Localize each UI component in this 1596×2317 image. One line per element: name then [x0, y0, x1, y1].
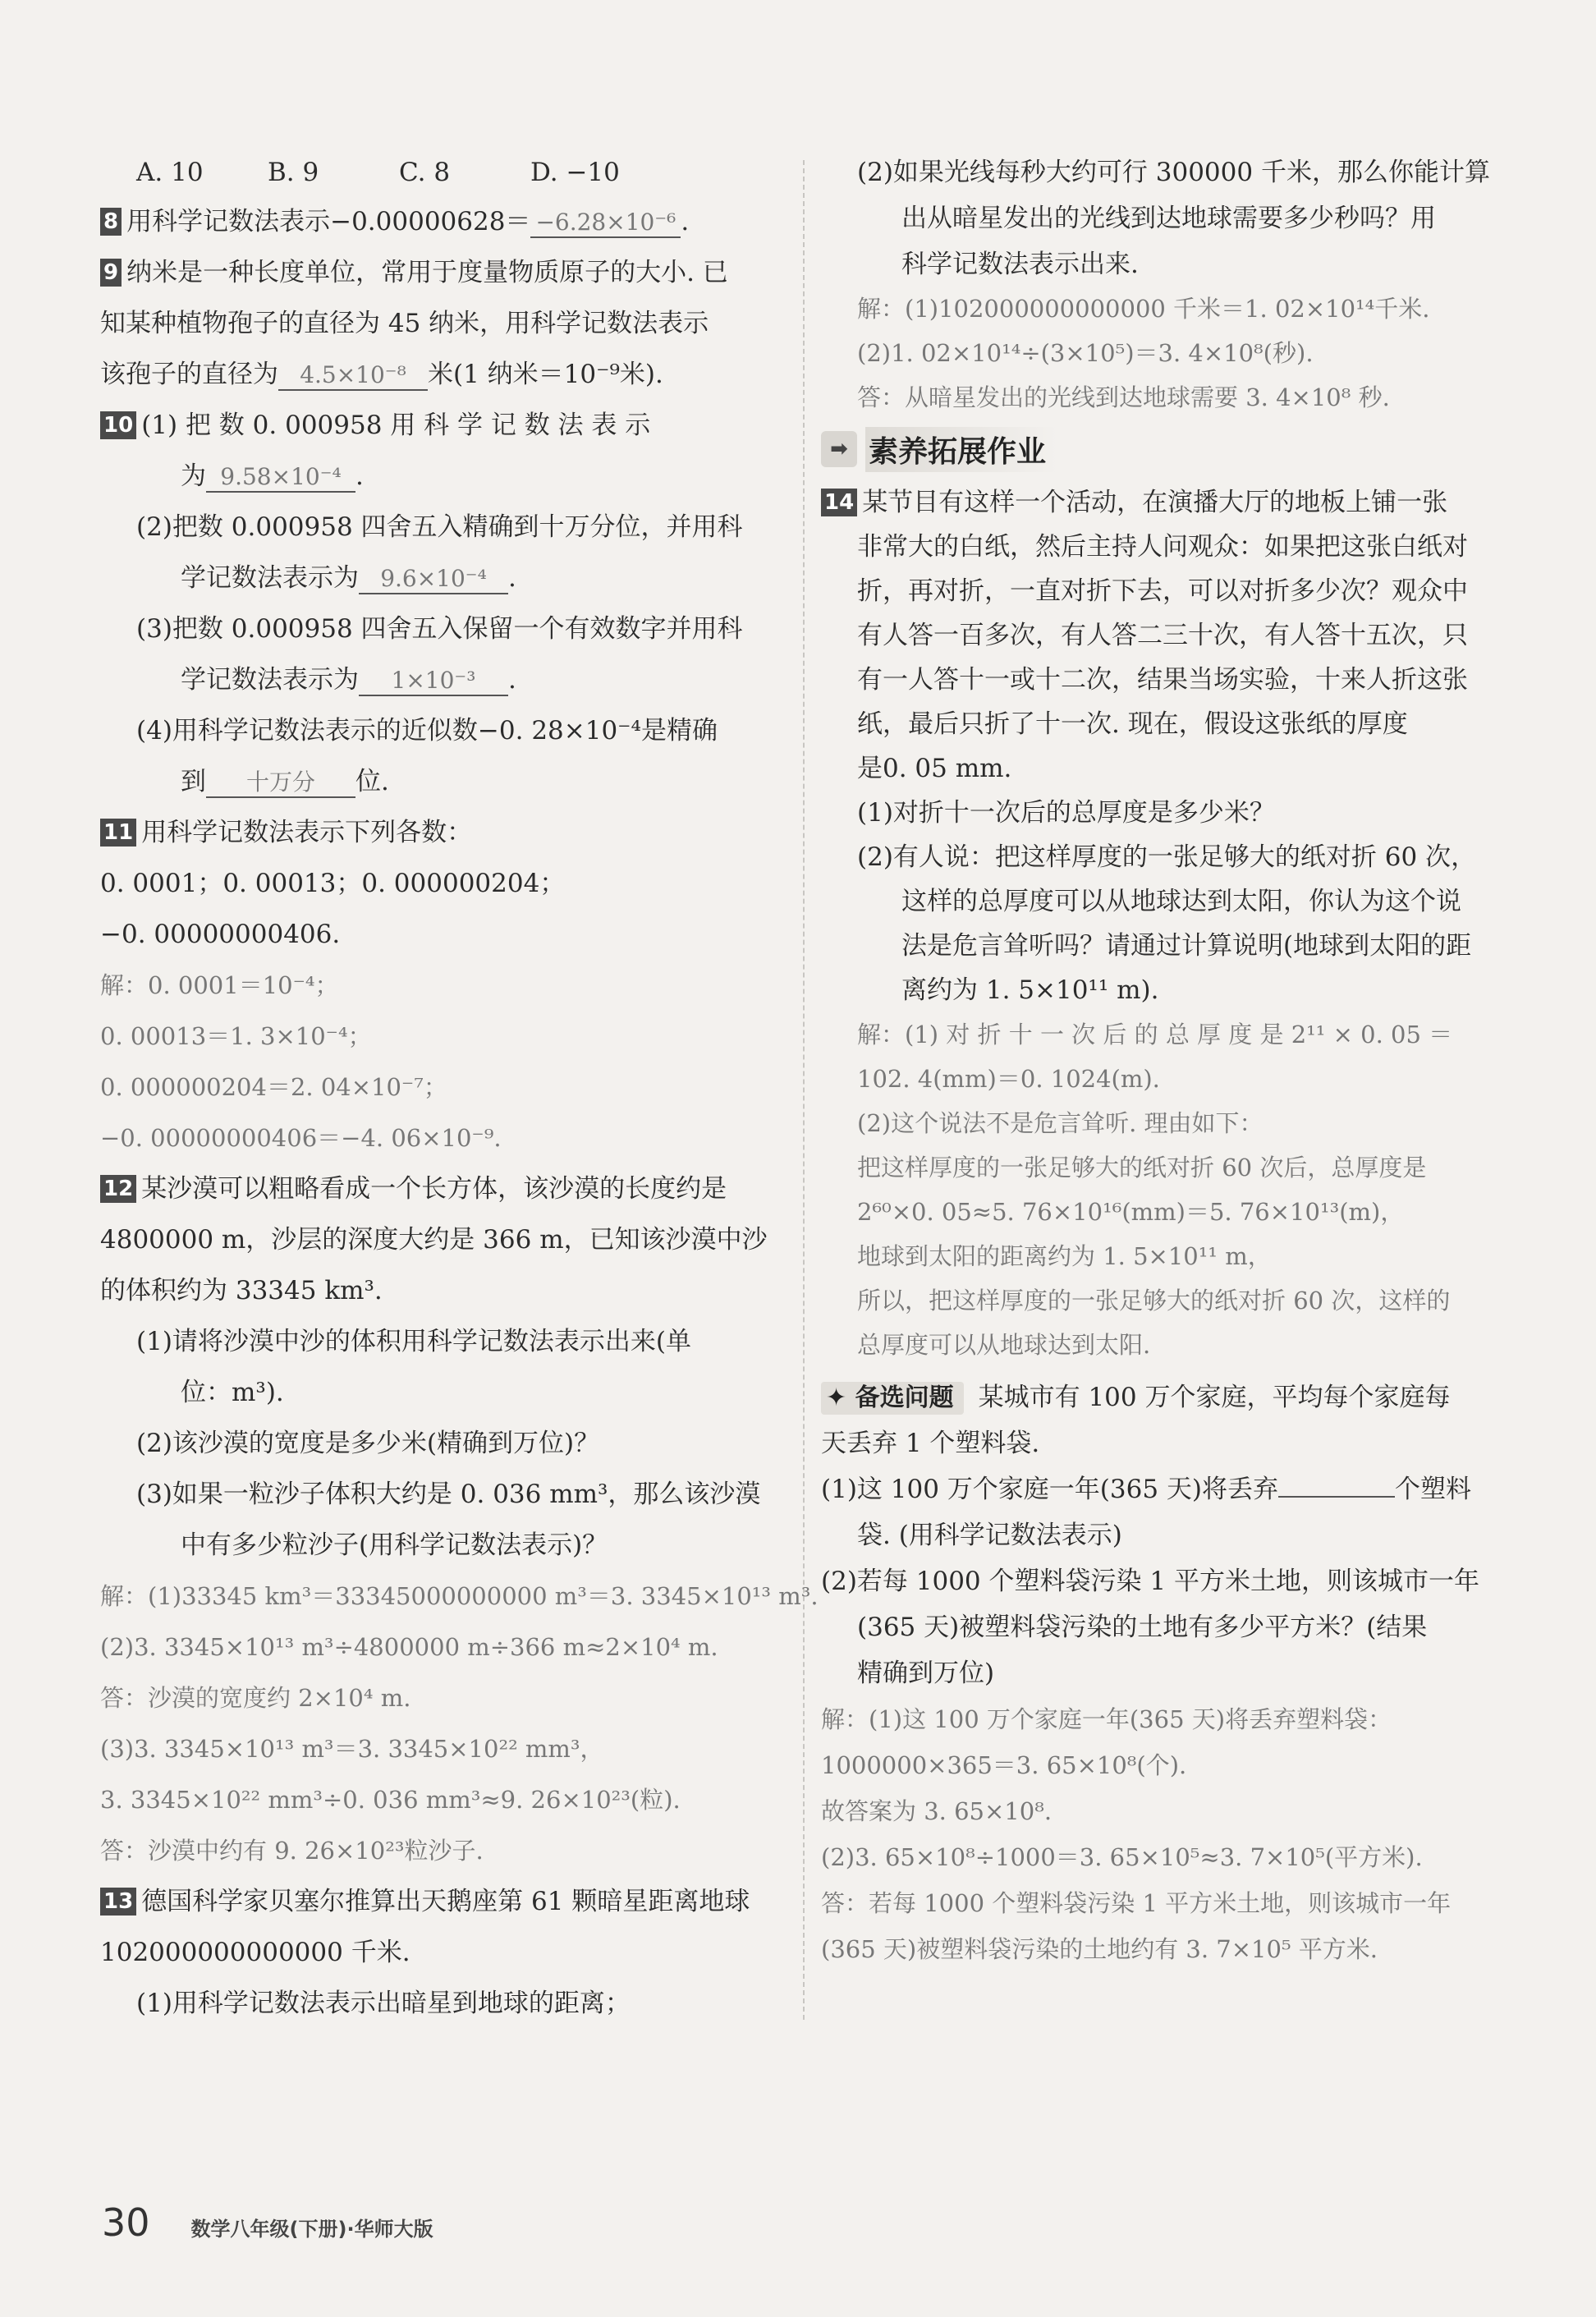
- question-13: [100, 1885, 790, 1918]
- solution-line: 答：沙漠的宽度约 2×10⁴ m.: [100, 1684, 411, 1712]
- question-13-line: (2)如果光线每秒大约可行 300000 千米，那么你能计算: [857, 158, 1490, 187]
- question-text: 学记数法表示为: [181, 665, 359, 695]
- question-number: 10: [100, 411, 136, 439]
- solution-line: 地球到太阳的距离约为 1. 5×10¹¹ m，: [857, 1242, 1272, 1270]
- question-12-line: (1)请将沙漠中沙的体积用科学记数法表示出来(单: [136, 1327, 692, 1356]
- question-12: [100, 1172, 790, 1205]
- question-13-line: 科学记数法表示出来.: [901, 250, 1139, 279]
- backup-tag-label: 备选问题: [855, 1383, 954, 1412]
- book-title: 数学八年级(下册)·华师大版: [190, 2218, 433, 2241]
- question-14-line: 这样的总厚度可以从地球达到太阳，你认为这个说: [901, 887, 1461, 916]
- question-number: 9: [100, 259, 122, 287]
- question-number: 8: [100, 208, 122, 236]
- question-14: [821, 486, 1511, 519]
- question-14-line: 有一人答十一或十二次，结果当场实验，十来人折这张: [857, 665, 1468, 695]
- question-text: 米(1 纳米＝10⁻⁹米).: [428, 360, 663, 389]
- question-14-line: 离约为 1. 5×10¹¹ m).: [901, 975, 1159, 1005]
- solution-line: 把这样厚度的一张足够大的纸对折 60 次后，总厚度是: [857, 1154, 1427, 1181]
- solution-line: 总厚度可以从地球达到太阳.: [857, 1331, 1151, 1359]
- solution-line: 解：(1)102000000000000 千米＝1. 02×10¹⁴千米.: [857, 295, 1430, 323]
- question-9: [100, 256, 790, 289]
- choice-d: D. −10: [530, 158, 620, 187]
- question-number: 11: [100, 819, 136, 847]
- question-10-line: (3)把数 0.000958 四舍五入保留一个有效数字并用科: [136, 614, 743, 644]
- question-text: .: [355, 461, 364, 491]
- choice-b: B. 9: [268, 158, 319, 187]
- question-14-line: 有人答一百多次，有人答二三十次，有人答十五次，只: [857, 621, 1468, 650]
- question-text: 用科学记数法表示下列各数：: [141, 818, 473, 847]
- question-text: 位.: [355, 767, 389, 796]
- question-11: [100, 816, 790, 849]
- question-14-line: (1)对折十一次后的总厚度是多少米？: [857, 798, 1275, 828]
- question-13-line: 102000000000000 千米.: [100, 1938, 410, 1967]
- question-10: [100, 409, 790, 442]
- question-text: 个塑料: [1395, 1475, 1471, 1504]
- backup-question-line: (2)若每 1000 个塑料袋污染 1 平方米土地，则该城市一年: [821, 1567, 1479, 1596]
- solution-line: 0. 000000204＝2. 04×10⁻⁷；: [100, 1073, 447, 1101]
- question-10-line: (2)把数 0.000958 四舍五入精确到十万分位，并用科: [136, 512, 743, 542]
- backup-question-line: 精确到万位): [857, 1659, 995, 1688]
- solution-line: 解：0. 0001＝10⁻⁴；: [100, 971, 339, 999]
- question-12-line: 中有多少粒沙子(用科学记数法表示)？: [181, 1530, 608, 1560]
- solution-line: 答：沙漠中约有 9. 26×10²³粒沙子.: [100, 1837, 484, 1865]
- solution-line: 解：(1)这 100 万个家庭一年(365 天)将丢弃塑料袋：: [821, 1705, 1392, 1733]
- question-number: 13: [100, 1888, 136, 1916]
- question-10-line: [181, 765, 790, 798]
- question-text: 德国科学家贝塞尔推算出天鹅座第 61 颗暗星距离地球: [141, 1887, 750, 1916]
- question-11-line: −0. 00000000406.: [100, 920, 341, 949]
- question-10-line: [181, 562, 790, 594]
- choice-c: C. 8: [399, 158, 451, 187]
- solution-line: 0. 00013＝1. 3×10⁻⁴；: [100, 1022, 372, 1050]
- question-text: 该孢子的直径为: [100, 360, 278, 389]
- backup-question-line: (365 天)被塑料袋污染的土地有多少平方米？(结果: [857, 1613, 1428, 1642]
- question-number: 12: [100, 1175, 136, 1203]
- question-text: 学记数法表示为: [181, 563, 359, 593]
- page-footer: [102, 2200, 433, 2245]
- question-10-line: (4)用科学记数法表示的近似数−0. 28×10⁻⁴是精确: [136, 716, 718, 746]
- section-title: 素养拓展作业: [865, 427, 1057, 472]
- question-14-line: 非常大的白纸，然后主持人问观众：如果把这张白纸对: [857, 532, 1468, 562]
- answer-blank: 1×10⁻³: [359, 667, 508, 696]
- question-text: 用科学记数法表示−0.00000628＝: [126, 207, 531, 236]
- solution-line: (2)3. 65×10⁸÷1000＝3. 65×10⁵≈3. 7×10⁵(平方米).: [821, 1843, 1423, 1871]
- answer-blank: 十万分: [206, 769, 355, 798]
- solution-line: 1000000×365＝3. 65×10⁸(个).: [821, 1751, 1187, 1779]
- backup-question-line: 袋. (用科学记数法表示): [857, 1521, 1122, 1550]
- question-13-line: (1)用科学记数法表示出暗星到地球的距离；: [136, 1989, 631, 2018]
- solution-line: 答：从暗星发出的光线到达地球需要 3. 4×10⁸ 秒.: [857, 383, 1390, 411]
- solution-line: 答：若每 1000 个塑料袋污染 1 平方米土地，则该城市一年: [821, 1889, 1452, 1917]
- answer-blank: 4.5×10⁻⁸: [278, 361, 428, 391]
- answer-blank: 9.58×10⁻⁴: [206, 463, 355, 493]
- choice-a: A. 10: [136, 158, 204, 187]
- backup-question-line: [821, 1473, 1511, 1506]
- solution-line: 所以，把这样厚度的一张足够大的纸对折 60 次，这样的: [857, 1287, 1451, 1314]
- solution-line: 102. 4(mm)＝0. 1024(m).: [857, 1065, 1160, 1093]
- backup-question-line: 天丢弃 1 个塑料袋.: [821, 1429, 1040, 1458]
- backup-question: [821, 1381, 1511, 1415]
- question-text: .: [508, 665, 516, 695]
- question-text: .: [681, 207, 690, 236]
- backup-tag: [821, 1382, 964, 1415]
- arrow-icon: ➡: [821, 431, 857, 467]
- question-text: 某节目有这样一个活动，在演播大厅的地板上铺一张: [862, 488, 1448, 517]
- question-text: 纳米是一种长度单位，常用于度量物质原子的大小. 已: [126, 258, 728, 287]
- question-14-line: 折，再对折，一直对折下去，可以对折多少次？观众中: [857, 576, 1468, 606]
- question-12-line: (2)该沙漠的宽度是多少米(精确到万位)？: [136, 1429, 600, 1458]
- solution-line: (2)这个说法不是危言耸听. 理由如下：: [857, 1109, 1264, 1137]
- q7-choices: [136, 156, 790, 189]
- question-12-line: (3)如果一粒沙子体积大约是 0. 036 mm³，那么该沙漠: [136, 1480, 761, 1509]
- question-14-line: (2)有人说：把这样厚度的一张足够大的纸对折 60 次，: [857, 842, 1477, 872]
- question-12-line: 4800000 m，沙层的深度大约是 366 m，已知该沙漠中沙: [100, 1225, 768, 1255]
- question-text: 某城市有 100 万个家庭，平均每个家庭每: [978, 1383, 1451, 1412]
- solution-line: (2)1. 02×10¹⁴÷(3×10⁵)＝3. 4×10⁸(秒).: [857, 339, 1314, 367]
- answer-blank: −6.28×10⁻⁶: [530, 209, 681, 238]
- solution-line: 2⁶⁰×0. 05≈5. 76×10¹⁶(mm)＝5. 76×10¹³(m)，: [857, 1198, 1405, 1226]
- question-text: .: [508, 563, 516, 593]
- solution-line: (2)3. 3345×10¹³ m³÷4800000 m÷366 m≈2×10⁴ m.: [100, 1633, 718, 1661]
- question-number: 14: [821, 489, 857, 516]
- page-number: 30: [102, 2200, 150, 2245]
- section-header: [821, 427, 1057, 471]
- solution-line: 3. 3345×10²² mm³÷0. 036 mm³≈9. 26×10²³(粒).: [100, 1786, 681, 1814]
- question-9-line: [100, 358, 790, 391]
- question-10-line: [181, 663, 790, 696]
- solution-line: 解：(1)33345 km³＝33345000000000 m³＝3. 3345×10¹³ m³.: [100, 1582, 819, 1610]
- question-9-line: 知某种植物孢子的直径为 45 纳米，用科学记数法表示: [100, 309, 709, 338]
- question-text: 为: [181, 461, 206, 491]
- question-10-line: [181, 460, 790, 493]
- question-12-line: 位：m³).: [181, 1378, 284, 1407]
- question-text: 某沙漠可以粗略看成一个长方体，该沙漠的长度约是: [141, 1174, 727, 1204]
- question-14-line: 是0. 05 mm.: [857, 754, 1012, 783]
- solution-line: (365 天)被塑料袋污染的土地约有 3. 7×10⁵ 平方米.: [821, 1935, 1378, 1963]
- solution-line: 解：(1) 对 折 十 一 次 后 的 总 厚 度 是 2¹¹ × 0. 05 ＝: [857, 1021, 1453, 1048]
- solution-line: 故答案为 3. 65×10⁸.: [821, 1797, 1053, 1825]
- question-14-line: 法是危言耸听吗？请通过计算说明(地球到太阳的距: [901, 931, 1472, 961]
- question-text: 到: [181, 767, 206, 796]
- question-13-line: 出从暗星发出的光线到达地球需要多少秒吗？用: [901, 204, 1436, 233]
- solution-line: (3)3. 3345×10¹³ m³＝3. 3345×10²² mm³，: [100, 1735, 604, 1763]
- answer-blank: 9.6×10⁻⁴: [359, 565, 508, 594]
- question-12-line: 的体积约为 33345 km³.: [100, 1276, 383, 1305]
- question-text: (1)这 100 万个家庭一年(365 天)将丢弃: [821, 1475, 1278, 1504]
- question-14-line: 纸，最后只折了十一次. 现在，假设这张纸的厚度: [857, 709, 1408, 739]
- column-divider: [803, 160, 805, 2020]
- answer-blank: [1278, 1496, 1395, 1498]
- sparkle-icon: ✦: [826, 1383, 847, 1412]
- question-text: (1) 把 数 0. 000958 用 科 学 记 数 法 表 示: [141, 411, 651, 440]
- question-8: [100, 205, 790, 238]
- question-11-line: 0. 0001；0. 00013；0. 000000204；: [100, 869, 566, 898]
- solution-line: −0. 00000000406＝−4. 06×10⁻⁹.: [100, 1124, 502, 1152]
